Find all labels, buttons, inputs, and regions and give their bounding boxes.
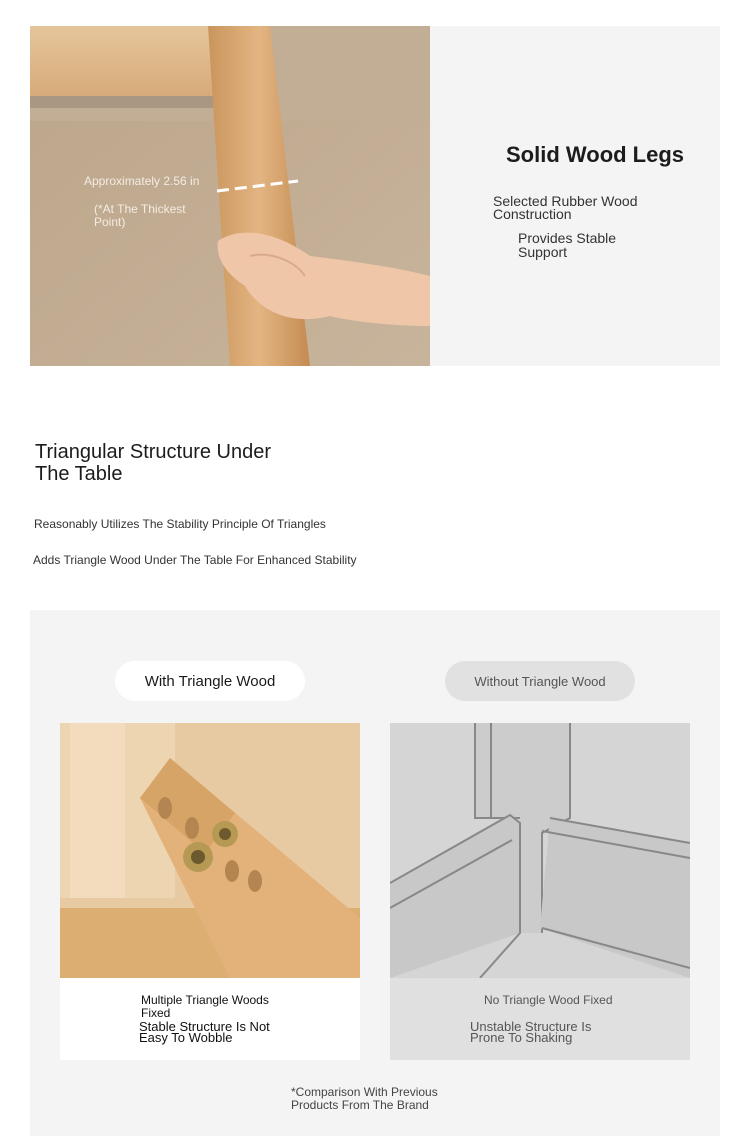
wood-leg-photo — [30, 26, 430, 366]
with-caption-fixed: Multiple Triangle Woods Fixed — [141, 993, 269, 1020]
without-caption-unstable: Unstable Structure Is Prone To Shaking — [470, 1019, 592, 1045]
no-triangle-diagram — [390, 723, 690, 978]
triangle-wood-illustration — [60, 723, 360, 978]
with-triangle-label: With Triangle Wood — [115, 661, 305, 701]
comparison-section — [30, 610, 720, 1136]
without-triangle-label: Without Triangle Wood — [445, 661, 635, 701]
triangle-description-2: Adds Triangle Wood Under The Table For Enhanced Stability — [33, 553, 357, 567]
without-triangle-card — [390, 723, 690, 1060]
thickness-measurement: Approximately 2.56 in — [84, 174, 200, 188]
leg-feature-material: Selected Rubber Wood Construction — [493, 193, 638, 222]
comparison-footnote: *Comparison With Previous Products From The Brand — [291, 1085, 438, 1112]
triangle-section-title: Triangular Structure Under The Table — [35, 441, 272, 485]
with-caption-stable: Stable Structure Is Not Easy To Wobble — [139, 1019, 270, 1045]
leg-info-panel — [430, 26, 720, 366]
thickness-note: (*At The Thickest Point) — [94, 202, 186, 229]
leg-photo-illustration — [30, 26, 430, 366]
triangle-description-1: Reasonably Utilizes The Stability Principle Of Triangles — [34, 517, 326, 531]
triangle-wood-photo — [60, 723, 360, 978]
leg-feature-support: Provides Stable Support — [518, 230, 617, 260]
no-triangle-illustration — [390, 723, 690, 978]
without-caption-fixed: No Triangle Wood Fixed — [484, 993, 613, 1007]
leg-title: Solid Wood Legs — [506, 142, 685, 167]
with-triangle-card — [60, 723, 360, 1060]
